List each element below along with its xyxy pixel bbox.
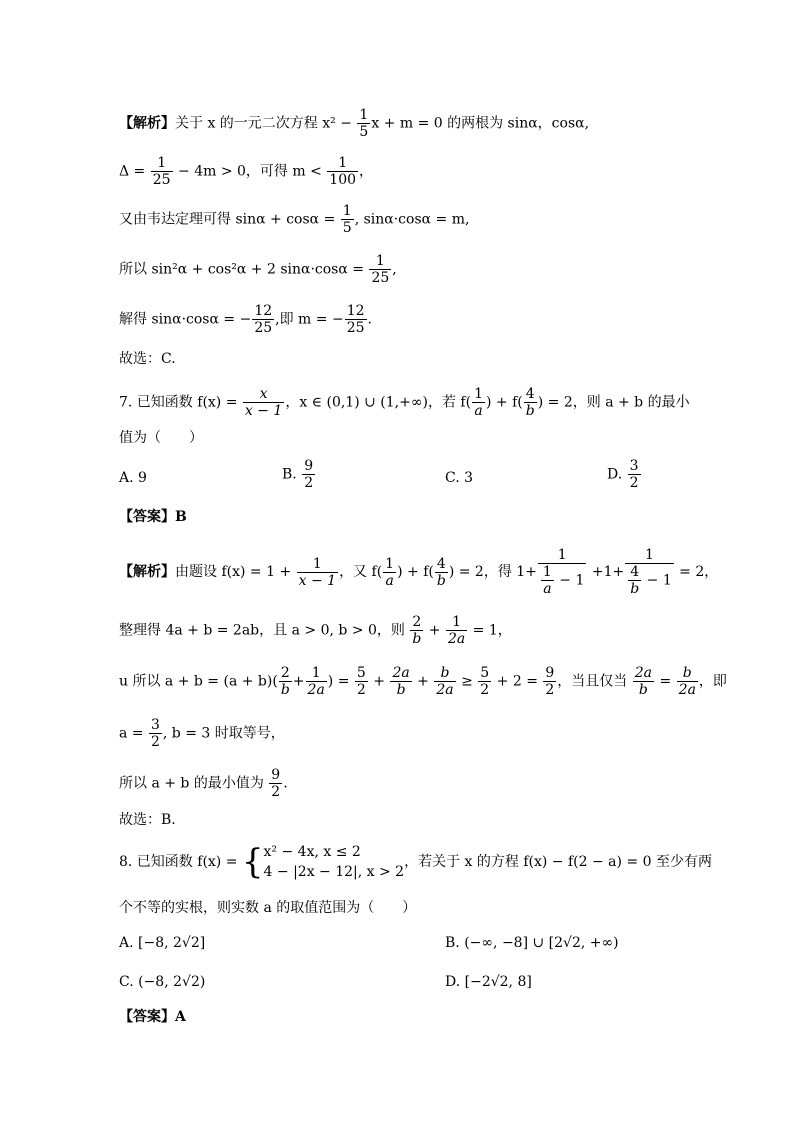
fraction: $\frac{1}{a}$ [385,555,395,589]
fraction: $\frac{12}{25}$ [254,303,273,336]
solution-line-5: 解得 sinα·cosα = − $\frac{12}{25}$ ,即 m = − $\frac{12}{25}$ . [119,303,372,336]
question-8-cont: 个不等的实根，则实数 a 的取值范围为（ ） [119,900,417,916]
option-d: D. $\frac{3}{2}$ [607,458,639,491]
fraction: $\frac{1}{25}$ [371,253,390,286]
analysis-label: 【解析】 [119,115,175,132]
fraction: $\frac{1}{5}$ [342,203,352,236]
choice-line-2: 故选：B. [119,812,176,828]
solution7-line-3: u 所以 a + b = (a + b)( $\frac{2}{b}$ + $\frac{1}{2a}$ ) = $\frac{5}{2}$ + $\frac{2a}{b}$ + $\frac{b}{2a}$ ≥ $\frac{5}{2}$ + 2 = $\frac{9}{2}$ ，当且仅当 $\frac{2a}{b}$ = $\frac{b}{2a}$ ，即 [119,665,727,698]
solution7-line-1: 【解析】由题设 f(x) = 1 + $\frac{1}{x - 1}$ ，又 f( $\frac{1}{a}$ ) + f( $\frac{4}{b}$ ) = 2，得 1+ 1 $\frac{1}{a}$ − 1 +1+ 1 $\frac{4}{b}$ − 1 = 2， [119,547,719,597]
fraction: $\frac{x}{x - 1}$ [244,386,283,419]
option-a: A. [−8, 2√2] [119,935,206,951]
fraction: $\frac{2}{b}$ [412,614,422,647]
option-a: A. 9 [119,470,147,486]
fraction: $\frac{1}{25}$ [152,155,171,188]
fraction: $\frac{1}{5}$ [359,107,369,140]
fraction: $\frac{1}{100}$ [329,155,357,188]
fraction: $\frac{4}{b}$ [525,386,535,419]
answer-label: 【答案】B [119,509,187,525]
solution-line-4: 所以 sin²α + cos²α + 2 sinα·cosα = $\frac{1}{25}$ , [119,253,397,286]
option-b: B. $\frac{9}{2}$ [282,458,314,491]
answer-label-2: 【答案】A [119,1009,186,1025]
option-d: D. [−2√2, 8] [445,974,532,990]
solution7-line-4: a = $\frac{3}{2}$ , b = 3 时取等号， [119,717,285,750]
fraction: 1 $\frac{1}{a}$ − 1 [538,547,586,597]
fraction: $\frac{1}{a}$ [474,386,484,419]
question-7-cont: 值为（ ） [119,430,203,446]
solution-line-1: 【解析】关于 x 的一元二次方程 x² − $\frac{1}{5}$ x + m = 0 的两根为 sinα，cosα, [119,107,590,140]
fraction: $\frac{4}{b}$ [436,555,446,589]
choice-line: 故选：C. [119,351,176,367]
fraction: $\frac{1}{x - 1}$ [298,555,337,589]
option-c: C. 3 [445,470,474,486]
fraction: $\frac{12}{25}$ [346,303,365,336]
option-b: B. (−∞, −8] ∪ [2√2, +∞) [445,935,619,951]
solution7-line-5: 所以 a + b 的最小值为 $\frac{9}{2}$ . [119,767,288,800]
solution-line-3: 又由韦达定理可得 sinα + cosα = $\frac{1}{5}$ , sinα·cosα = m, [119,203,470,236]
question-7: 7. 已知函数 f(x) = $\frac{x}{x - 1}$ ，x ∈ (0,1) ∪ (1,+∞)，若 f( $\frac{1}{a}$ ) + f( $\frac{4}{b}$ ) = 2，则 a + b 的最小 [119,386,690,419]
fraction: $\frac{1}{2a}$ [447,614,466,647]
solution7-line-2: 整理得 4a + b = 2ab，且 a > 0, b > 0，则 $\frac{2}{b}$ + $\frac{1}{2a}$ = 1， [119,614,512,647]
option-c: C. (−8, 2√2) [119,974,206,990]
solution-line-2: Δ = $\frac{1}{25}$ − 4m > 0，可得 m < $\frac{1}{100}$ ， [119,155,374,188]
fraction: 1 $\frac{4}{b}$ − 1 [625,547,674,597]
question-8: 8. 已知函数 f(x) = { x² − 4x, x ≤ 2 4 − |2x − 12|, x > 2 ，若关于 x 的方程 f(x) − f(2 − a) = 0 至少有两 [119,842,712,882]
